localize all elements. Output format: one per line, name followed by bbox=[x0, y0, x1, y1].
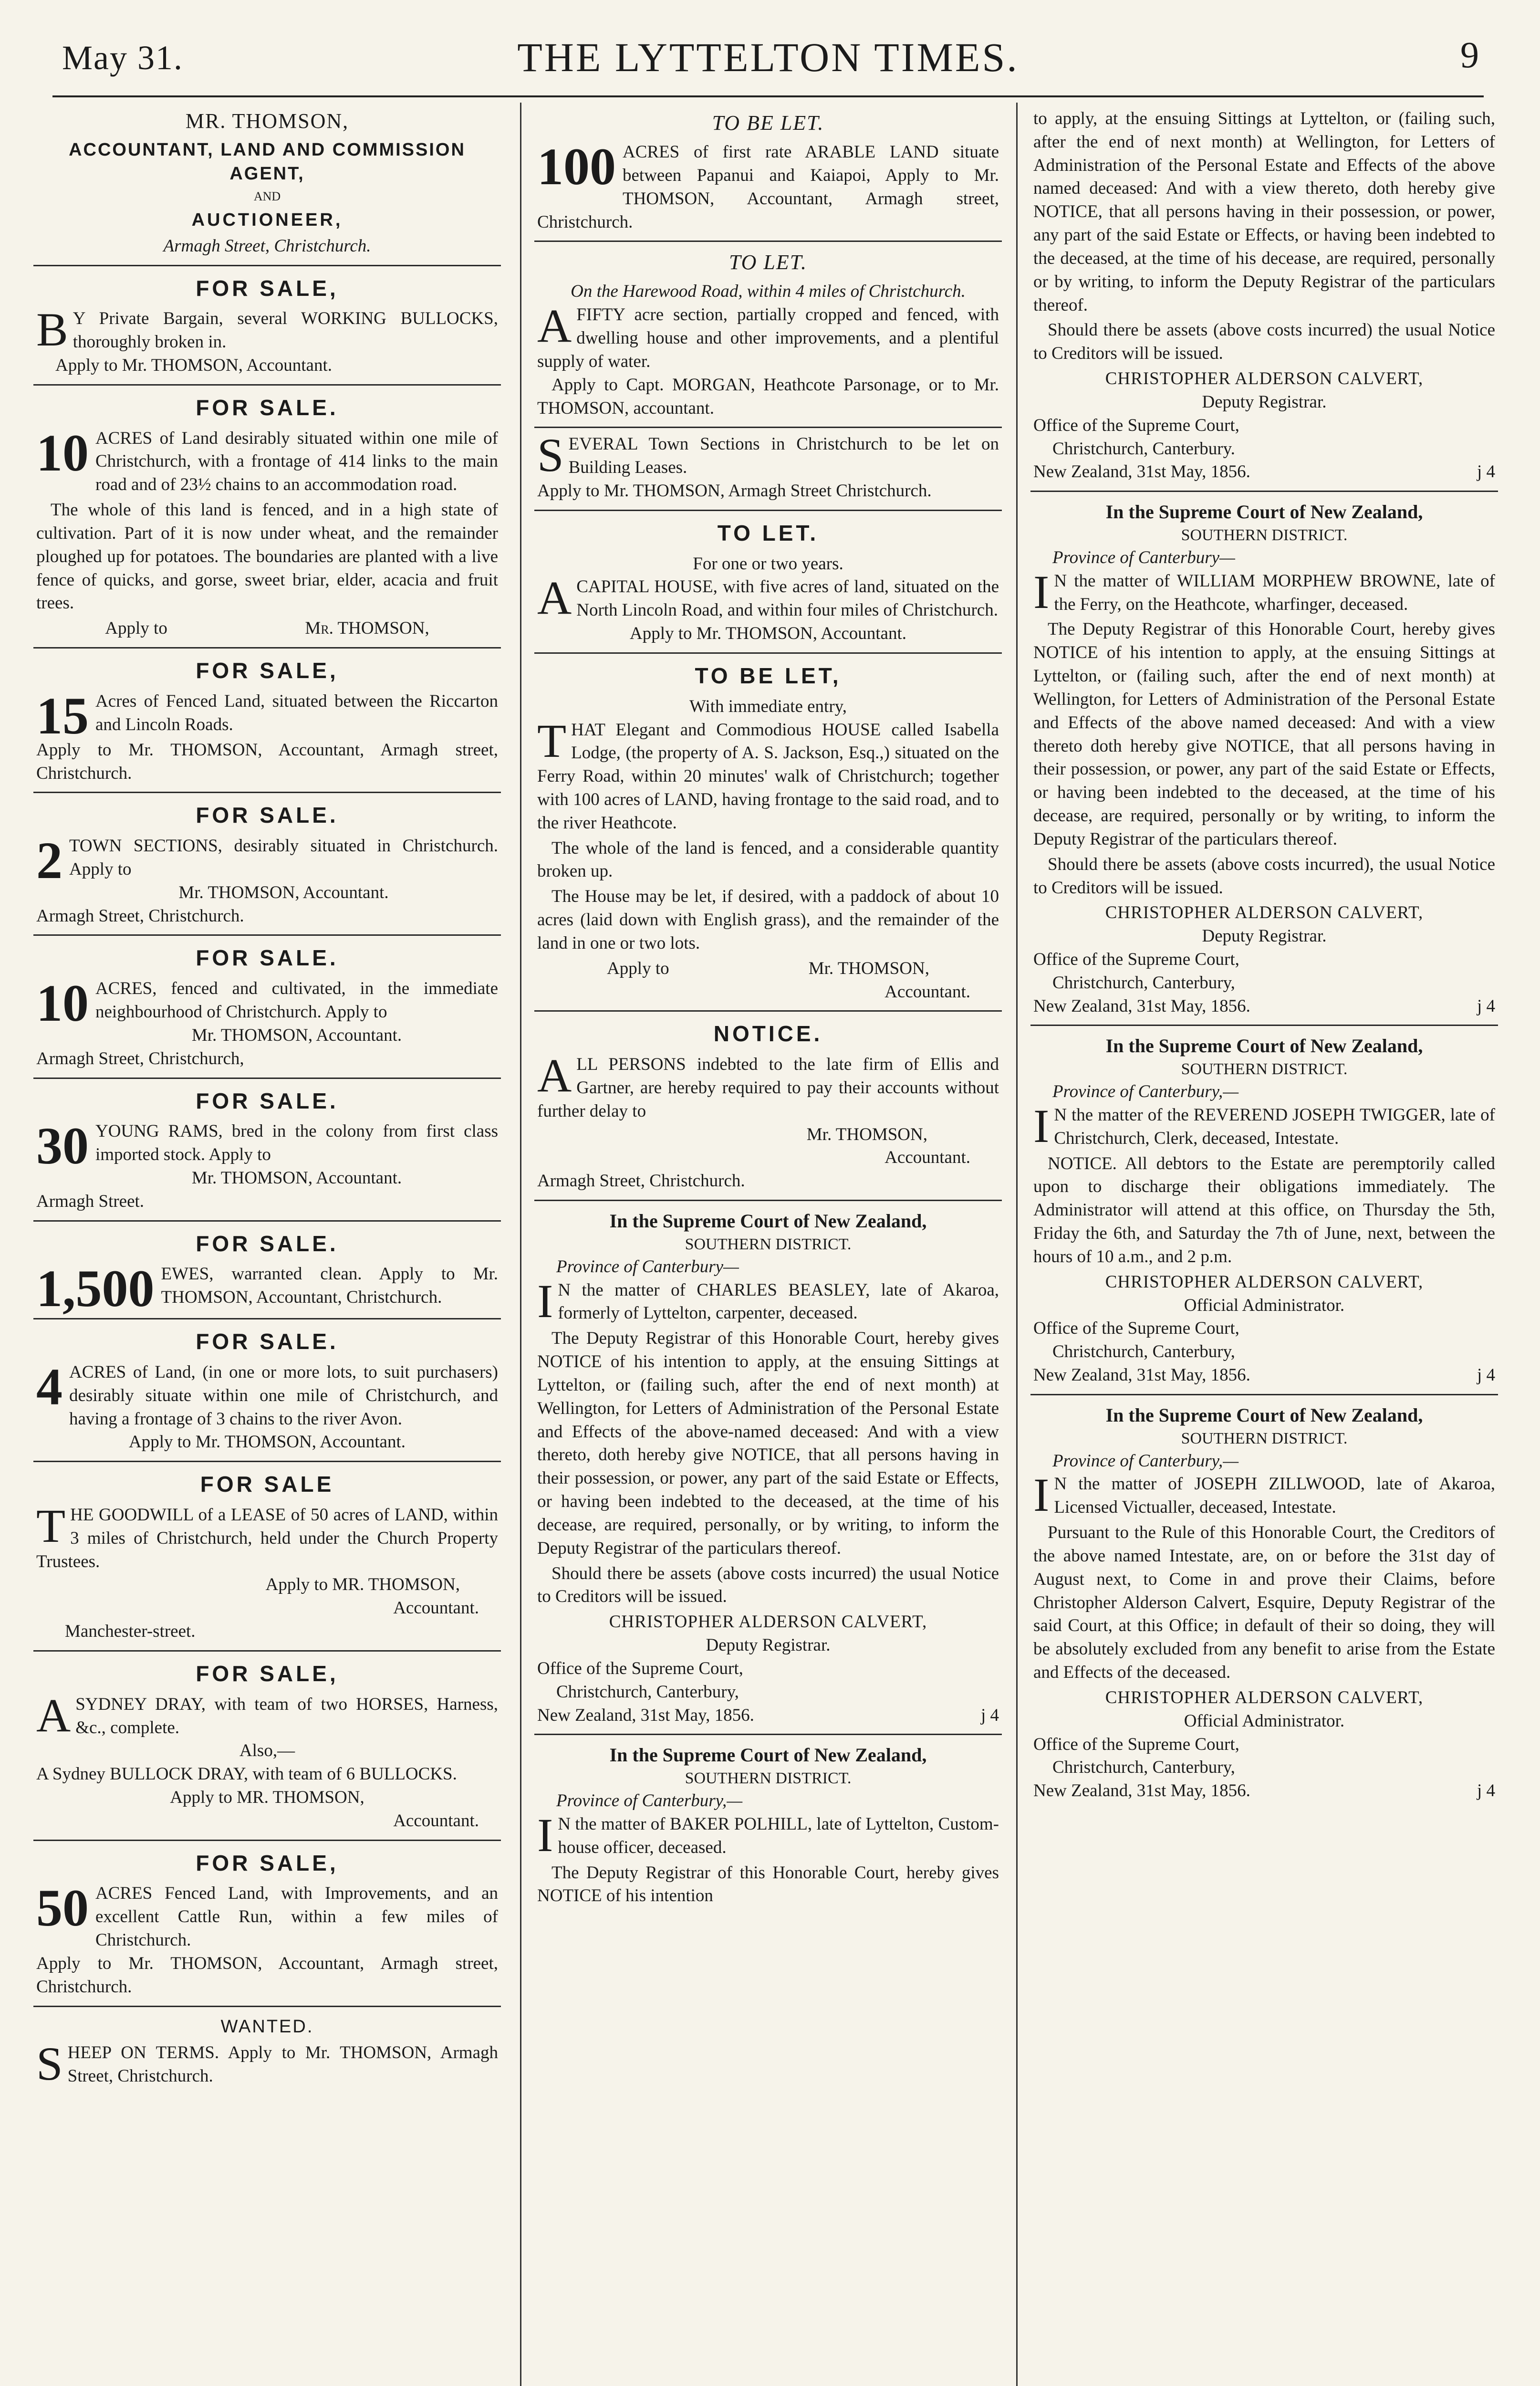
masthead bbox=[52, 29, 1484, 86]
column-divider bbox=[1016, 103, 1018, 2386]
court-heading: In the Supreme Court of New Zealand, bbox=[1105, 501, 1423, 523]
ad-number: 4 bbox=[36, 1357, 62, 1416]
ad-text: FIFTY acre section, partially cropped and fenced, with dwelling house and other improvements, and a plentiful supply of water. bbox=[537, 305, 999, 371]
court-matter: N the matter of the REVEREND JOSEPH TWIGGER, late of Christchurch, Clerk, deceased, Intestate. bbox=[1054, 1105, 1495, 1148]
ad-number: 10 bbox=[36, 423, 89, 482]
court-signature-role: Deputy Registrar. bbox=[1202, 392, 1327, 412]
court-body: to apply, at the ensuing Sittings at Lyttelton, or (failing such, after the end of next month) at Wellington, for Letters of Administration of the Personal Estate and Effects of the above named deceased: And with a view thereto, doth hereby give NOTICE, that all persons having in their possession, or power, any part of the said Estate or Effects, or having been indebted to the deceased, at the time of his decease, are required, personally or by writing, to inform the Deputy Registrar of the particulars thereof. bbox=[1033, 109, 1495, 315]
court-office-2: Christchurch, Canterbury, bbox=[556, 1682, 739, 1702]
ad-text: Y Private Bargain, several WORKING BULLOCKS, thoroughly broken in. bbox=[73, 309, 498, 352]
drop-cap: T bbox=[36, 1499, 66, 1552]
court-code: j 4 bbox=[1477, 462, 1495, 482]
ad-text: Acres of Fenced Land, situated between the Riccarton and Lincoln Roads. bbox=[95, 691, 498, 734]
drop-cap: A bbox=[537, 299, 572, 353]
ad-text-3: The House may be let, if desired, with a paddock of about 10 acres (laid down with English grass), and the remainder of the land in one or two lots. bbox=[537, 887, 999, 953]
ad-number: 10 bbox=[36, 974, 89, 1033]
ad-text: HE GOODWILL of a LEASE of 50 acres of LAND, within 3 miles of Christchurch, held under the Church Property Trustees. bbox=[36, 1505, 498, 1571]
court-district: SOUTHERN DISTRICT. bbox=[685, 1769, 852, 1788]
court-signature-role: Deputy Registrar. bbox=[1202, 926, 1327, 946]
court-province: Province of Canterbury,— bbox=[1052, 1082, 1239, 1102]
ad-text-2: The whole of this land is fenced, and in a high state of cultivation. Part of it is now under wheat, and the remainder ploughed up for potatoes. The boundaries are planted with a live fence of quicks, and gorse, sweet briar, elder, acacia and fruit trees. bbox=[36, 500, 498, 613]
court-body-2: Should there be assets (above costs incurred) the usual Notice to Creditors will be issued. bbox=[537, 1563, 999, 1607]
ad-notice-ellis-gartner bbox=[534, 1012, 1002, 1201]
court-office-2: Christchurch, Canterbury, bbox=[1052, 973, 1235, 993]
column-2 bbox=[534, 103, 1002, 1916]
ad-subheading: On the Harewood Road, within 4 miles of Christchurch. bbox=[571, 282, 966, 302]
ad-apply: Apply to MR. THOMSON, bbox=[170, 1788, 364, 1807]
drop-cap: I bbox=[1033, 1099, 1050, 1152]
ad-text: YOUNG RAMS, bred in the colony from first class imported stock. Apply to bbox=[95, 1121, 498, 1165]
court-district: SOUTHERN DISTRICT. bbox=[1181, 1060, 1348, 1078]
ad-text-2: The whole of the land is fenced, and a considerable quantity broken up. bbox=[537, 838, 999, 881]
court-office-2: Christchurch, Canterbury. bbox=[1052, 439, 1235, 459]
ad-apply-name-2: Accountant. bbox=[884, 1148, 970, 1168]
ad-text: ACRES Fenced Land, with Improvements, and an excellent Cattle Run, within a few miles of Christchurch. bbox=[95, 1884, 498, 1950]
column-divider bbox=[520, 103, 521, 2386]
ad-text: SYDNEY DRAY, with team of two HORSES, Harness, &c., complete. bbox=[75, 1694, 498, 1737]
ad-ten-acres bbox=[33, 386, 501, 649]
column-1 bbox=[33, 103, 501, 2094]
ad-goodwill bbox=[33, 1462, 501, 1652]
ad-address: Armagh Street, Christchurch, bbox=[36, 1048, 244, 1068]
ad-text: EVERAL Town Sections in Christchurch to be let on Building Leases. bbox=[568, 434, 999, 478]
ad-ten-acres-fenced bbox=[33, 936, 501, 1078]
ad-address: Armagh Street. bbox=[36, 1191, 145, 1211]
ad-heading: FOR SALE, bbox=[196, 1661, 339, 1686]
ad-town-sections-let bbox=[534, 428, 1002, 511]
ad-town-sections bbox=[33, 793, 501, 936]
ad-four-acres bbox=[33, 1319, 501, 1462]
court-province: Province of Canterbury,— bbox=[1052, 1451, 1239, 1471]
ad-heading: FOR SALE bbox=[200, 1472, 334, 1497]
ad-wanted-sheep bbox=[33, 2007, 501, 2095]
ad-apply: Apply to Mr. THOMSON, Accountant, Armagh street, Christchurch. bbox=[36, 740, 498, 783]
ad-heading: FOR SALE, bbox=[196, 1850, 339, 1875]
court-district: SOUTHERN DISTRICT. bbox=[685, 1235, 852, 1253]
court-province: Province of Canterbury— bbox=[556, 1256, 739, 1277]
court-body: The Deputy Registrar of this Honorable Court, hereby gives NOTICE of his intention to apply, at the ensuing Sittings at Lyttelton, or (failing such, after the end of next month) at Wellington, for Letters of Administration of the Personal Estate and Effects of the above-named deceased: And with a view thereto, doth hereby give NOTICE, that all persons having in their possession, or power, any part of the said Estate or Effects, or having been indebted to the deceased, at the time of his decease, are required, personally, or by writing, to inform the Deputy Registrar of the particulars thereof. bbox=[537, 1329, 999, 1558]
court-office: Office of the Supreme Court, bbox=[1033, 950, 1239, 969]
court-signature: CHRISTOPHER ALDERSON CALVERT, bbox=[1105, 903, 1424, 923]
ad-number: 100 bbox=[537, 137, 616, 196]
ad-heading: FOR SALE. bbox=[196, 1088, 339, 1113]
drop-cap: S bbox=[537, 429, 564, 482]
ad-number: 30 bbox=[36, 1117, 89, 1175]
court-signature-role: Official Administrator. bbox=[1184, 1711, 1345, 1731]
drop-cap: A bbox=[537, 571, 572, 625]
drop-cap: I bbox=[537, 1808, 553, 1862]
ad-apply: Apply to Mr. THOMSON, Accountant. bbox=[128, 1432, 406, 1452]
ad-rams bbox=[33, 1079, 501, 1222]
ad-text: ACRES of first rate ARABLE LAND situate between Papanui and Kaiapoi, Apply to Mr. THOMSON, Accountant, Armagh street, Christchurch. bbox=[537, 142, 999, 232]
ad-ewes bbox=[33, 1222, 501, 1320]
court-body-2: Should there be assets (above costs incurred), the usual Notice to Creditors will be issued. bbox=[1033, 854, 1495, 898]
ad-number: 2 bbox=[36, 831, 62, 890]
ad-heading: FOR SALE. bbox=[196, 1231, 339, 1256]
drop-cap: I bbox=[1033, 1468, 1050, 1522]
ad-text: CAPITAL HOUSE, with five acres of land, situated on the North Lincoln Road, and within four miles of Christchurch. bbox=[576, 577, 999, 620]
ad-capital-house bbox=[534, 511, 1002, 654]
ad-text: HAT Elegant and Commodious HOUSE called Isabella Lodge, (the property of A. S. Jackson, Esq.,) situated on the Ferry Road, within 20 minutes' walk of Christchurch; together with 100 acres of LAND, having frontage to the said road, and to the river Heathcote. bbox=[537, 720, 999, 833]
auctioneer-label: AUCTIONEER, bbox=[191, 209, 343, 230]
court-notice-polhill-continued bbox=[1030, 103, 1498, 492]
and-label: AND bbox=[253, 189, 281, 204]
ad-apply: Apply to Mr. THOMSON, Armagh Street Christchurch. bbox=[537, 481, 932, 501]
ad-apply: Apply to bbox=[607, 958, 669, 978]
ad-bullocks bbox=[33, 266, 501, 386]
masthead-rule bbox=[52, 95, 1484, 97]
ad-apply: Apply to MR. THOMSON, bbox=[265, 1575, 460, 1595]
ad-apply-2: Accountant. bbox=[393, 1810, 479, 1831]
ad-apply-2: Accountant. bbox=[393, 1598, 479, 1618]
ad-apply: Apply to Mr. THOMSON, Accountant. bbox=[55, 356, 333, 376]
ad-number: 15 bbox=[36, 686, 89, 745]
ad-apply-name: Mr. THOMSON, Accountant. bbox=[191, 1025, 402, 1045]
court-heading: In the Supreme Court of New Zealand, bbox=[609, 1210, 927, 1232]
court-signature-role: Deputy Registrar. bbox=[706, 1635, 831, 1655]
ad-subheading: For one or two years. bbox=[693, 554, 843, 574]
ad-text: TOWN SECTIONS, desirably situated in Christchurch. Apply to bbox=[69, 836, 498, 879]
ad-apply: Apply to Mr. THOMSON, Accountant. bbox=[629, 624, 906, 644]
ad-subheading: With immediate entry, bbox=[689, 696, 847, 716]
court-notice-twigger bbox=[1030, 1026, 1498, 1395]
issue-date: May 31. bbox=[62, 39, 183, 77]
court-date: New Zealand, 31st May, 1856. bbox=[1033, 1365, 1250, 1385]
ad-number: 50 bbox=[36, 1879, 89, 1937]
drop-cap: B bbox=[36, 303, 68, 356]
court-date: New Zealand, 31st May, 1856. bbox=[1033, 996, 1250, 1016]
ad-to-be-let-100-acres bbox=[534, 103, 1002, 242]
advertiser-role: ACCOUNTANT, LAND AND COMMISSION AGENT, bbox=[69, 140, 466, 184]
ad-fifty-acres bbox=[33, 1841, 501, 2007]
court-notice-browne bbox=[1030, 492, 1498, 1026]
court-code: j 4 bbox=[1477, 1365, 1495, 1385]
ad-address: Armagh Street, Christchurch. bbox=[537, 1171, 745, 1191]
court-body: The Deputy Registrar of this Honorable Court, hereby gives NOTICE of his intention to apply, at the ensuing Sittings at Lyttelton, or (failing such, after the end of next month) at Wellington, for Letters of Administration of the Personal Estate and Effects of the above named deceased: And with a view thereto doth hereby give NOTICE, that all persons having in their possession, or power, any part of the said Estate or Effects, or having been indebted to the deceased, at the time of his decease, are required, personally or by writing, to inform the Deputy Registrar of the particulars thereof. bbox=[1033, 619, 1495, 849]
court-office: Office of the Supreme Court, bbox=[537, 1658, 743, 1678]
ad-heading: FOR SALE. bbox=[196, 945, 339, 971]
ad-text: HEEP ON TERMS. Apply to Mr. THOMSON, Armagh Street, Christchurch. bbox=[67, 2042, 498, 2086]
court-office: Office of the Supreme Court, bbox=[1033, 1734, 1239, 1754]
court-district: SOUTHERN DISTRICT. bbox=[1181, 1429, 1348, 1447]
ad-heading: TO LET. bbox=[717, 520, 819, 545]
drop-cap: A bbox=[537, 1049, 572, 1102]
ad-heading: FOR SALE. bbox=[196, 395, 339, 420]
ad-text-2: A Sydney BULLOCK DRAY, with team of 6 BULLOCKS. bbox=[36, 1764, 457, 1784]
court-date: New Zealand, 31st May, 1856. bbox=[1033, 1781, 1250, 1801]
ad-text: LL PERSONS indebted to the late firm of Ellis and Gartner, are hereby required to pay their accounts without further delay to bbox=[537, 1055, 999, 1121]
ad-heading: TO BE LET. bbox=[712, 111, 824, 135]
court-date: New Zealand, 31st May, 1856. bbox=[537, 1705, 754, 1725]
court-notice-beasley bbox=[534, 1201, 1002, 1735]
advertiser-name: MR. THOMSON, bbox=[185, 109, 349, 133]
court-signature: CHRISTOPHER ALDERSON CALVERT, bbox=[1105, 1272, 1424, 1292]
court-matter: N the matter of CHARLES BEASLEY, late of Akaroa, formerly of Lyttelton, carpenter, deceased. bbox=[558, 1280, 999, 1323]
ad-apply: Apply to Capt. MORGAN, Heathcote Parsonage, or to Mr. THOMSON, accountant. bbox=[537, 375, 999, 418]
ad-heading: FOR SALE, bbox=[196, 658, 339, 683]
ad-heading: NOTICE. bbox=[713, 1021, 823, 1046]
court-province: Province of Canterbury— bbox=[1052, 547, 1235, 567]
court-body: NOTICE. All debtors to the Estate are peremptorily called upon to discharge their obligations immediately. The Administrator will attend at this office, on Thursday the 5th, Friday the 6th, and Saturday the 7th of June, next, between the hours of 10 a.m., and 2 p.m. bbox=[1033, 1153, 1495, 1266]
ad-text: ACRES of Land, (in one or more lots, to suit purchasers) desirably situate within one mile of Christchurch, and having a frontage of 3 chains to the river Avon. bbox=[69, 1362, 498, 1429]
drop-cap: I bbox=[537, 1274, 553, 1328]
drop-cap: T bbox=[537, 714, 567, 767]
court-body-2: Should there be assets (above costs incurred) the usual Notice to Creditors will be issued. bbox=[1033, 320, 1495, 364]
court-notice-zillwood bbox=[1030, 1395, 1498, 1810]
court-heading: In the Supreme Court of New Zealand, bbox=[1105, 1404, 1423, 1426]
court-province: Province of Canterbury,— bbox=[556, 1791, 743, 1811]
drop-cap: S bbox=[36, 2037, 63, 2090]
ad-apply-name: Mr. THOMSON, Accountant. bbox=[178, 882, 389, 902]
ad-sydney-dray bbox=[33, 1652, 501, 1841]
ad-text: EWES, warranted clean. Apply to Mr. THOMSON, Accountant, Christchurch. bbox=[161, 1264, 498, 1308]
ad-apply: Apply to bbox=[105, 618, 167, 638]
court-signature: CHRISTOPHER ALDERSON CALVERT, bbox=[1105, 369, 1424, 389]
court-code: j 4 bbox=[980, 1705, 999, 1725]
page-number: 9 bbox=[1460, 34, 1479, 75]
ad-apply-name: Mr. THOMSON, bbox=[806, 1124, 927, 1144]
ad-apply: Apply to Mr. THOMSON, Accountant, Armagh street, Christchurch. bbox=[36, 1953, 498, 1997]
ad-to-let-harewood bbox=[534, 242, 1002, 428]
column-3 bbox=[1030, 103, 1498, 1810]
ad-apply-name: Mr. THOMSON, bbox=[305, 618, 429, 638]
ad-heading: TO BE LET, bbox=[695, 663, 842, 688]
ad-text: ACRES, fenced and cultivated, in the immediate neighbourhood of Christchurch. Apply to bbox=[95, 979, 498, 1022]
ad-address: Armagh Street, Christchurch. bbox=[36, 906, 244, 926]
court-district: SOUTHERN DISTRICT. bbox=[1181, 526, 1348, 544]
ad-also: Also,— bbox=[239, 1741, 295, 1761]
ad-fifteen-acres bbox=[33, 649, 501, 793]
ad-heading: FOR SALE, bbox=[196, 275, 339, 301]
court-signature: CHRISTOPHER ALDERSON CALVERT, bbox=[609, 1612, 927, 1632]
ad-text: ACRES of Land desirably situated within one mile of Christchurch, with a frontage of 414 links to the main road and of 23½ chains to an accommodation road. bbox=[95, 428, 498, 495]
court-date: New Zealand, 31st May, 1856. bbox=[1033, 462, 1250, 482]
ad-heading: FOR SALE. bbox=[196, 803, 339, 828]
court-code: j 4 bbox=[1477, 1781, 1495, 1801]
ad-apply-name-2: Accountant. bbox=[884, 982, 970, 1002]
court-office: Office of the Supreme Court, bbox=[1033, 415, 1239, 435]
court-heading: In the Supreme Court of New Zealand, bbox=[609, 1744, 927, 1766]
ad-apply-name: Mr. THOMSON, Accountant. bbox=[191, 1168, 402, 1188]
newspaper-title: THE LYTTELTON TIMES. bbox=[517, 34, 1019, 80]
thomson-card bbox=[33, 103, 501, 266]
court-body: The Deputy Registrar of this Honorable Court, hereby gives NOTICE of his intention bbox=[537, 1863, 999, 1906]
court-signature: CHRISTOPHER ALDERSON CALVERT, bbox=[1105, 1687, 1424, 1707]
ad-number: 1,500 bbox=[36, 1259, 155, 1318]
ad-address: Manchester-street. bbox=[65, 1622, 196, 1642]
court-matter: N the matter of JOSEPH ZILLWOOD, late of Akaroa, Licensed Victualler, deceased, Intestate. bbox=[1054, 1474, 1495, 1517]
ad-heading: WANTED. bbox=[220, 2016, 314, 2037]
court-code: j 4 bbox=[1477, 996, 1495, 1016]
court-office: Office of the Supreme Court, bbox=[1033, 1319, 1239, 1339]
court-office-2: Christchurch, Canterbury, bbox=[1052, 1758, 1235, 1778]
ad-apply-name: Mr. THOMSON, bbox=[808, 958, 929, 978]
court-body: Pursuant to the Rule of this Honorable Court, the Creditors of the above named Intestate, are, on or before the 31st day of August next, to Come in and prove their Claims, before Christopher Alderson Calvert, Esquire, Deputy Registrar of the said Court, at this Office; in default of their so doing, they will be absolutely excluded from any benefit to arise from the Estate and Effects of the deceased. bbox=[1033, 1523, 1495, 1683]
court-office-2: Christchurch, Canterbury, bbox=[1052, 1342, 1235, 1362]
court-signature-role: Official Administrator. bbox=[1184, 1295, 1345, 1315]
ad-heading: FOR SALE. bbox=[196, 1329, 339, 1354]
advertiser-address: Armagh Street, Christchurch. bbox=[163, 236, 371, 256]
court-matter: N the matter of WILLIAM MORPHEW BROWNE, late of the Ferry, on the Heathcote, wharfinger, deceased. bbox=[1054, 571, 1495, 614]
ad-heading: TO LET. bbox=[728, 251, 807, 274]
drop-cap: A bbox=[36, 1688, 71, 1742]
court-heading: In the Supreme Court of New Zealand, bbox=[1105, 1035, 1423, 1057]
ad-isabella-lodge bbox=[534, 654, 1002, 1012]
court-notice-polhill bbox=[534, 1735, 1002, 1916]
drop-cap: I bbox=[1033, 565, 1050, 618]
court-matter: N the matter of BAKER POLHILL, late of Lyttelton, Custom-house officer, deceased. bbox=[558, 1814, 999, 1857]
